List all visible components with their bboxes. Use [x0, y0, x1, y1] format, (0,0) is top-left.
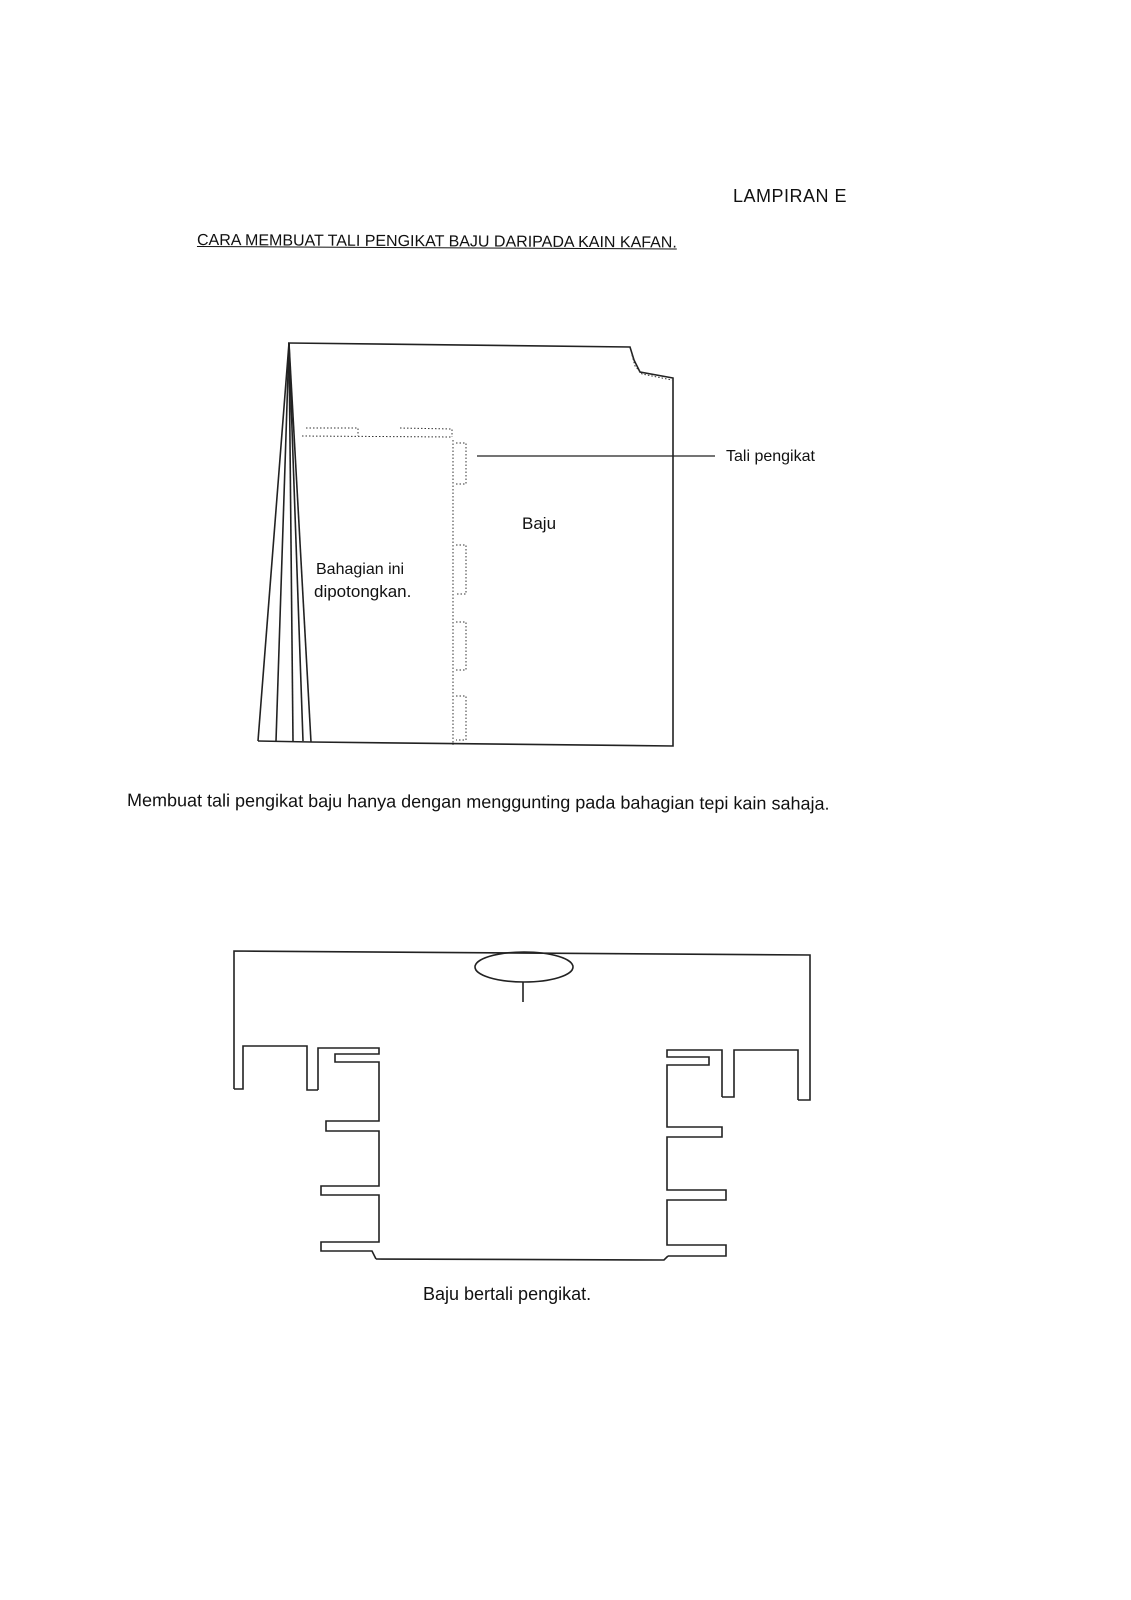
- label-cut-part-line2: dipotongkan.: [314, 582, 412, 601]
- instruction-text: Membuat tali pengikat baju hanya dengan menggunting pada bahagian tepi kain sahaja.: [126, 790, 830, 814]
- shirt-top-outline: [234, 951, 810, 1100]
- diagram-fabric-cutting: [258, 343, 816, 746]
- label-shirt: Baju: [522, 514, 557, 533]
- label-cut-part-line1: Bahagian ini: [316, 561, 405, 578]
- top-cut-lines: [302, 428, 452, 437]
- neck-opening: [475, 952, 573, 982]
- label-tie: Tali pengikat: [726, 448, 815, 465]
- shirt-caption: Baju bertali pengikat.: [423, 1284, 592, 1304]
- right-side-ties: [667, 1050, 726, 1256]
- left-sleeve: [234, 1046, 318, 1090]
- tie-tabs: [456, 443, 466, 740]
- folded-layers: [258, 343, 311, 742]
- page-title: CARA MEMBUAT TALI PENGIKAT BAJU DARIPADA KAIN KAFAN.: [196, 232, 677, 252]
- appendix-label: LAMPIRAN E: [733, 186, 848, 206]
- diagram-finished-shirt: [234, 951, 810, 1260]
- shirt-hem: [376, 1256, 668, 1260]
- left-side-ties: [318, 1048, 379, 1259]
- fabric-outline: [258, 343, 673, 746]
- right-sleeve: [722, 1050, 798, 1100]
